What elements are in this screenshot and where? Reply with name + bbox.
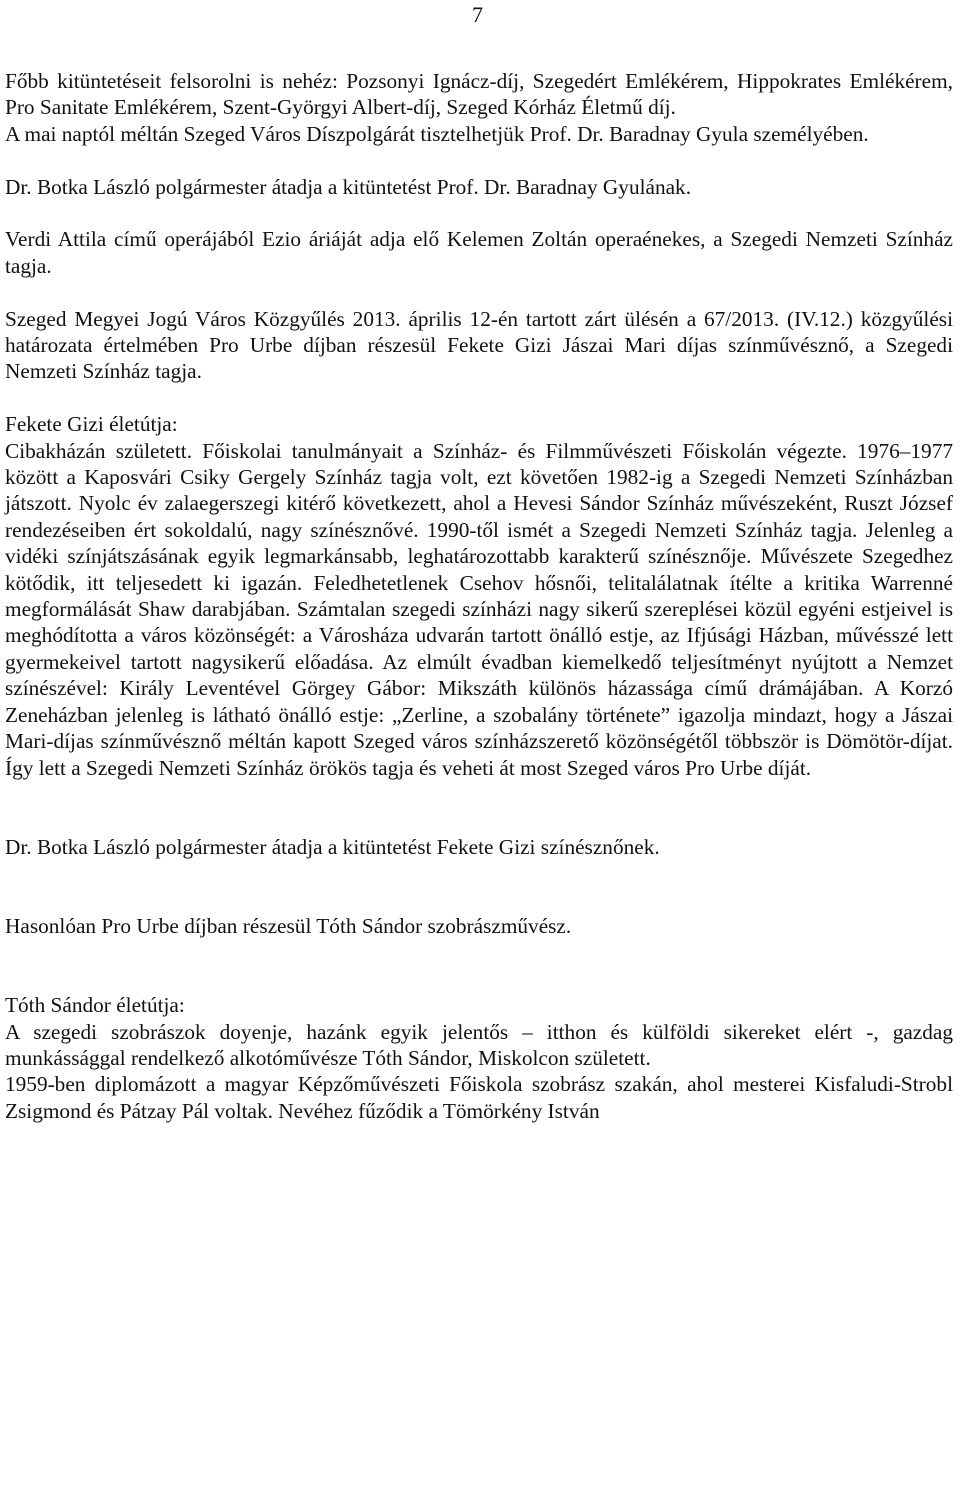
spacer <box>5 860 953 913</box>
biography-heading: Fekete Gizi életútja: <box>5 412 178 437</box>
award-handover-paragraph: Dr. Botka László polgármester átadja a kitüntetést Fekete Gizi színésznőnek. <box>5 834 660 859</box>
page-number: 7 <box>472 2 483 27</box>
spacer <box>5 781 953 834</box>
awards-paragraph: Főbb kitüntetéseit felsorolni is nehéz: Pozsonyi Ignácz-díj, Szegedért Emlékérem, Hippokrates Emlékérem, Pro Sanitate Emlékérem, Szent-Györgyi Albert-díj, Szeged Kórház Életmű díj. A mai naptól méltán Szeged Város Díszpolgárát tisztelhetjük Prof. Dr. Baradnay Gyula személyében. <box>5 69 953 146</box>
document-body <box>5 68 953 1124</box>
biography-paragraph: A szegedi szobrászok doyenje, hazánk egyik jelentős – itthon és külföldi sikereket elért -, gazdag munkássággal rendelkező alkotóművésze Tóth Sándor, Miskolcon született. <box>5 1019 953 1070</box>
spacer <box>5 200 953 226</box>
biography-paragraph: 1959-ben diplomázott a magyar Képzőművészeti Főiskola szobrász szakán, ahol mesterei Kisfaludi-Strobl Zsigmond és Pátzay Pál voltak. Nevéhez fűződik a Tömörkény István <box>5 1072 953 1123</box>
second-award-paragraph: Hasonlóan Pro Urbe díjban részesül Tóth Sándor szobrászművész. <box>5 913 572 938</box>
spacer <box>5 385 953 411</box>
resolution-paragraph: Szeged Megyei Jogú Város Közgyűlés 2013. április 12-én tartott zárt ülésén a 67/2013. (IV.12.) közgyűlési határozata értelmében Pro Urbe díjban részesül Fekete Gizi Jászai Mari díjas színművésznő, a Szegedi Nemzeti Színház tagja. <box>5 306 953 384</box>
spacer <box>5 939 953 992</box>
biography-paragraph: Cibakházán született. Főiskolai tanulmányait a Színház- és Filmművészeti Főiskolán végezte. 1976–1977 között a Kaposvári Csiky Gergely Színház tagja volt, ezt követően 1982-ig a Szegedi Nemzeti Színházban játszott. Nyolc év zalaegerszegi kitérő következett, ahol a Hevesi Sándor Színház művészeként, Ruszt József rendezéseiben ért sokoldalú, nagy színésznővé. 1990-től ismét a Szegedi Nemzeti Színház tagja. Jelenleg a vidéki színjátszásának egyik legmarkánsabb, leghatározottabb karakterű színésznője. Művészete Szegedhez kötődik, itt teljesedett ki igazán. Feledhetetlenek Csehov hősnői, telitalálatnak ítélte a kritika Warrenné megformálását Shaw darabjában. Számtalan szegedi színházi nagy sikerű szereplései közül egyéni estjeivel is meghódította a város közönségét: a Városháza udvarán tartott önálló estje, az Ifjúsági Házban, művésszé lett gyermekeivel tartott nagysikerű előadása. Az elmúlt évadban kiemelkedő teljesítményt nyújtott a Nemzet színészével: Király Leventével Görgey Gábor: Mikszáth különös házassága című drámájában. A Korzó Zeneházban jelenleg is látható önálló estje: „Zerline, a szobalány története” igazolja mindazt, hogy a Jászai Mari-díjas színművésznő méltán kapott Szeged város színházszerető közönségétől többször is Dömötör-díjat. Így lett a Szegedi Nemzeti Színház örökös tagja és veheti át most Szeged város Pro Urbe díját. <box>5 438 953 780</box>
spacer <box>5 147 953 173</box>
biography-heading: Tóth Sándor életútja: <box>5 993 185 1018</box>
award-handover-paragraph: Dr. Botka László polgármester átadja a kitüntetést Prof. Dr. Baradnay Gyulának. <box>5 174 692 199</box>
opera-paragraph: Verdi Attila című operájából Ezio áriáját adja elő Kelemen Zoltán operaénekes, a Szegedi Nemzeti Színház tagja. <box>5 227 953 278</box>
spacer <box>5 279 953 305</box>
